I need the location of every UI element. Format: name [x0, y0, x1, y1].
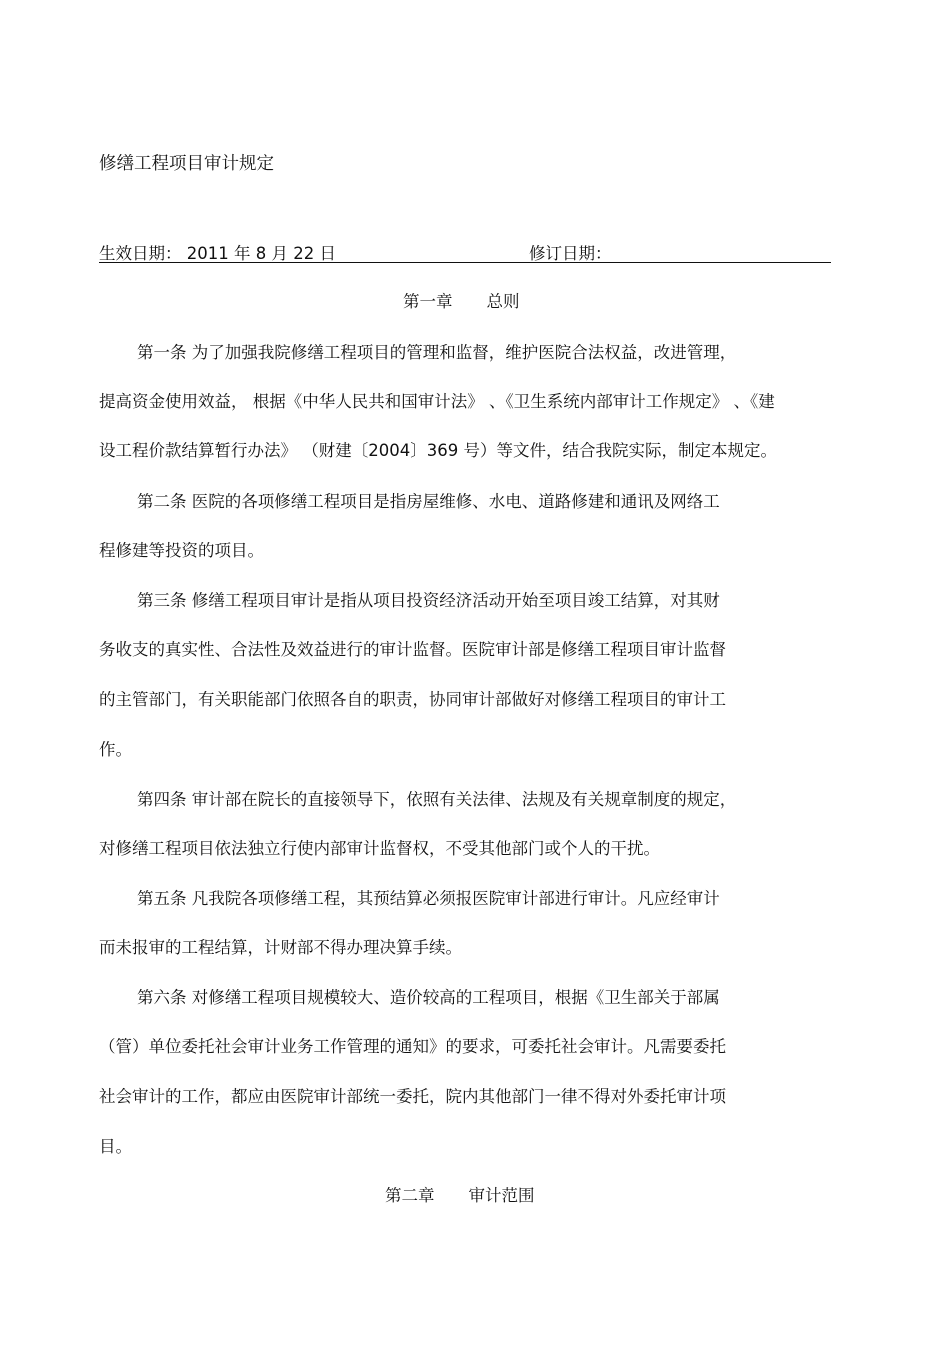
chapter-number: 第二章: [385, 1186, 435, 1205]
article-line: 作。: [99, 740, 132, 759]
chapter-heading: [403, 288, 520, 312]
effective-date-label: 生效日期：: [99, 244, 182, 263]
article-line: 第一条 为了加强我院修缮工程项目的管理和监督，维护医院合法权益，改进管理，: [137, 343, 737, 362]
article-line: 务收支的真实性、合法性及效益进行的审计监督。医院审计部是修缮工程项目审计监督: [99, 640, 726, 659]
revised-date-label: 修订日期：: [529, 244, 612, 263]
article-line: 第五条 凡我院各项修缮工程，其预结算必须报医院审计部进行审计。凡应经审计: [137, 889, 720, 908]
article-line: 提高资金使用效益， 根据《中华人民共和国审计法》 、《卫生系统内部审计工作规定》 、《建: [99, 392, 775, 411]
effective-date-value: 2011 年 8 月 22 日: [186, 244, 336, 263]
article-line: 目。: [99, 1137, 132, 1156]
chapter-number: 第一章: [403, 292, 453, 311]
article-line: 而未报审的工程结算，计财部不得办理决算手续。: [99, 938, 462, 957]
date-row: [99, 238, 831, 263]
document-title: 修缮工程项目审计规定: [99, 154, 274, 174]
article-line: 的主管部门，有关职能部门依照各自的职责，协同审计部做好对修缮工程项目的审计工: [99, 690, 726, 709]
article-line: 第二条 医院的各项修缮工程项目是指房屋维修、水电、道路修建和通讯及网络工: [137, 492, 720, 511]
chapter-heading: [385, 1182, 535, 1206]
article-line: 对修缮工程项目依法独立行使内部审计监督权，不受其他部门或个人的干扰。: [99, 839, 660, 858]
article-line: 设工程价款结算暂行办法》 （财建〔2004〕369 号）等文件，结合我院实际，制定本规定。: [99, 441, 777, 460]
chapter-name: 审计范围: [468, 1186, 535, 1205]
article-line: 社会审计的工作，都应由医院审计部统一委托，院内其他部门一律不得对外委托审计项: [99, 1087, 726, 1106]
article-line: （管）单位委托社会审计业务工作管理的通知》的要求，可委托社会审计。凡需要委托: [99, 1037, 726, 1056]
article-line: 第六条 对修缮工程项目规模较大、造价较高的工程项目，根据《卫生部关于部属: [137, 988, 720, 1007]
article-line: 程修建等投资的项目。: [99, 541, 264, 560]
article-line: 第三条 修缮工程项目审计是指从项目投资经济活动开始至项目竣工结算，对其财: [137, 591, 720, 610]
article-line: 第四条 审计部在院长的直接领导下，依照有关法律、法规及有关规章制度的规定，: [137, 790, 737, 809]
effective-date: [99, 240, 336, 264]
chapter-name: 总则: [486, 292, 520, 311]
